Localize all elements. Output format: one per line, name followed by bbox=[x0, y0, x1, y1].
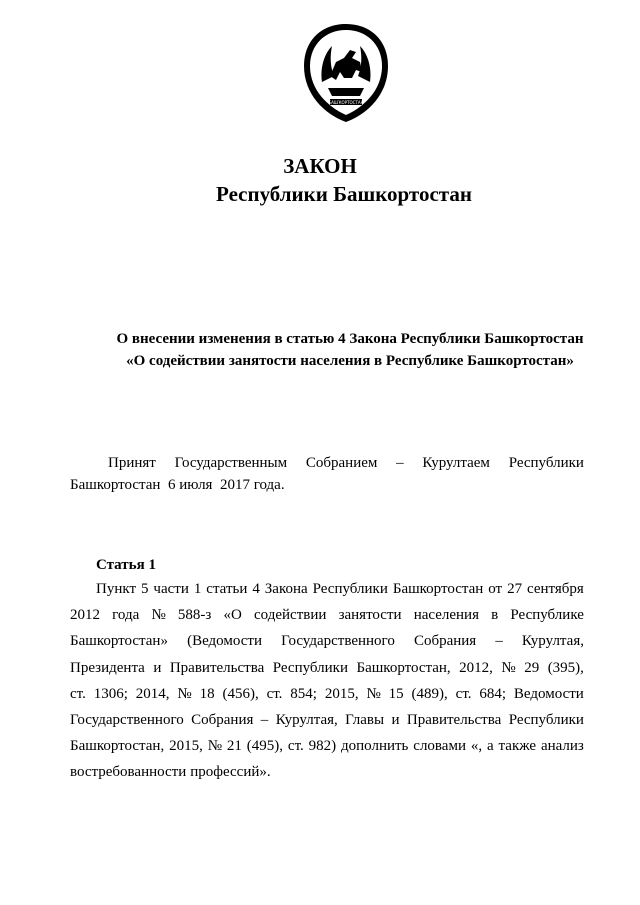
article-word: содействии bbox=[254, 607, 327, 624]
article-word: 5 bbox=[140, 581, 149, 597]
article-word: «, bbox=[470, 738, 483, 755]
article-word: 18 bbox=[199, 685, 215, 702]
article-word: Башкортостан, bbox=[356, 659, 451, 676]
article-word: 982) bbox=[308, 738, 337, 755]
article-heading: Статья 1 bbox=[96, 557, 156, 573]
article-word: статьи bbox=[206, 581, 248, 597]
article-word: (456), bbox=[222, 685, 259, 702]
article-word: Правительства bbox=[406, 712, 502, 729]
article-word: Ведомости bbox=[513, 685, 584, 702]
article-word: Правительства bbox=[169, 659, 265, 676]
article-word: 2012, bbox=[459, 659, 493, 676]
article-line bbox=[70, 628, 584, 654]
article-line bbox=[70, 576, 584, 602]
adoption-line-1 bbox=[70, 452, 584, 474]
article-word: 2015, bbox=[324, 685, 359, 702]
article-word: анализ bbox=[540, 738, 584, 755]
adoption-word: Собранием bbox=[305, 455, 378, 471]
article-word: 1 bbox=[193, 581, 202, 597]
title-zakon: ЗАКОН bbox=[283, 154, 357, 178]
article-word: 2012 bbox=[70, 607, 100, 624]
article-word: востребованности bbox=[70, 764, 187, 781]
article-word: и bbox=[391, 712, 400, 729]
adoption-line-2: Башкортостан 6 июля 2017 года. bbox=[70, 477, 285, 493]
article-word: № bbox=[151, 607, 166, 624]
bashkortostan-emblem bbox=[300, 22, 392, 124]
article-word: Собрания bbox=[413, 633, 477, 650]
article-word: Главы bbox=[345, 712, 385, 729]
article-line bbox=[70, 681, 584, 707]
article-word: года bbox=[112, 607, 140, 624]
article-word: ст. bbox=[455, 685, 472, 702]
article-body bbox=[70, 576, 584, 786]
article-word: Курултая, bbox=[521, 633, 584, 650]
subject-line-2: «О содействии занятости населения в Республике Башкортостан» bbox=[126, 353, 574, 369]
article-word: 854; bbox=[290, 685, 317, 702]
article-word: 4 bbox=[252, 581, 260, 597]
article-word: Республики bbox=[508, 712, 584, 729]
article-word: 2015, bbox=[169, 738, 203, 755]
article-word: от bbox=[488, 581, 503, 597]
article-line bbox=[70, 707, 584, 733]
article-word: Президента bbox=[70, 659, 145, 676]
adoption-word: Курултаем bbox=[422, 455, 490, 471]
article-word: «О bbox=[223, 607, 242, 624]
adoption-word: – bbox=[396, 455, 404, 471]
article-word: – bbox=[495, 633, 503, 650]
adoption-word: Государственным bbox=[174, 455, 288, 471]
article-word: профессий». bbox=[190, 764, 271, 781]
article-word: Башкортостан, bbox=[70, 738, 165, 755]
article-word: 27 bbox=[507, 581, 523, 597]
article-word: населения bbox=[413, 607, 479, 624]
article-word: Башкортостан» bbox=[70, 633, 168, 650]
article-word: (395), bbox=[547, 659, 584, 676]
law-title bbox=[0, 152, 640, 208]
article-word: Государственного bbox=[70, 712, 184, 729]
article-word: 21 bbox=[226, 738, 242, 755]
article-word: № bbox=[207, 738, 223, 755]
adoption-word: Принят bbox=[108, 455, 156, 471]
article-word: – bbox=[260, 712, 269, 729]
article-word: словами bbox=[413, 738, 466, 755]
article-line bbox=[70, 602, 584, 628]
article-word: дополнить bbox=[341, 738, 409, 755]
article-word: Закона bbox=[264, 581, 308, 597]
article-word: Республики bbox=[312, 581, 388, 597]
title-republic: Республики Башкортостан bbox=[216, 182, 472, 206]
article-line bbox=[70, 759, 584, 785]
article-word: Республике bbox=[510, 607, 584, 624]
article-word: № bbox=[366, 685, 381, 702]
article-word: и bbox=[153, 659, 162, 676]
article-word: ст. bbox=[266, 685, 283, 702]
article-word: Башкортостан bbox=[392, 581, 484, 597]
article-word: (495), bbox=[246, 738, 284, 755]
adoption-word: Республики bbox=[508, 455, 584, 471]
article-word: ст. bbox=[287, 738, 304, 755]
article-word: 29 bbox=[524, 659, 540, 676]
subject-line-1: О внесении изменения в статью 4 Закона Республики Башкортостан bbox=[116, 331, 584, 347]
law-subject bbox=[70, 328, 630, 372]
article-word: 588-з bbox=[177, 607, 212, 624]
adoption-note bbox=[70, 452, 584, 496]
article-word: Пункт bbox=[96, 581, 137, 597]
article-word: 684; bbox=[479, 685, 507, 702]
article-line bbox=[70, 733, 584, 759]
article-word: ст. bbox=[70, 685, 86, 702]
article-word: части bbox=[153, 581, 189, 597]
article-word: занятости bbox=[338, 607, 402, 624]
article-word: в bbox=[491, 607, 499, 624]
article-word: № bbox=[177, 685, 192, 702]
article-word: а bbox=[487, 738, 494, 755]
article-word: сентября bbox=[527, 581, 584, 597]
article-word: 2014, bbox=[135, 685, 170, 702]
article-word: Курултая, bbox=[275, 712, 338, 729]
article-word: также bbox=[498, 738, 537, 755]
article-word: 1306; bbox=[93, 685, 128, 702]
article-word: (Ведомости bbox=[187, 633, 262, 650]
article-word: Государственного bbox=[281, 633, 395, 650]
article-word: 15 bbox=[388, 685, 404, 702]
article-line bbox=[70, 655, 584, 681]
article-word: № bbox=[501, 659, 516, 676]
article-word: (489), bbox=[411, 685, 448, 702]
emblem-ribbon-text: БАШҠОРТОСТАН bbox=[328, 100, 364, 105]
article-word: Республики bbox=[272, 659, 348, 676]
article-word: Собрания bbox=[191, 712, 254, 729]
